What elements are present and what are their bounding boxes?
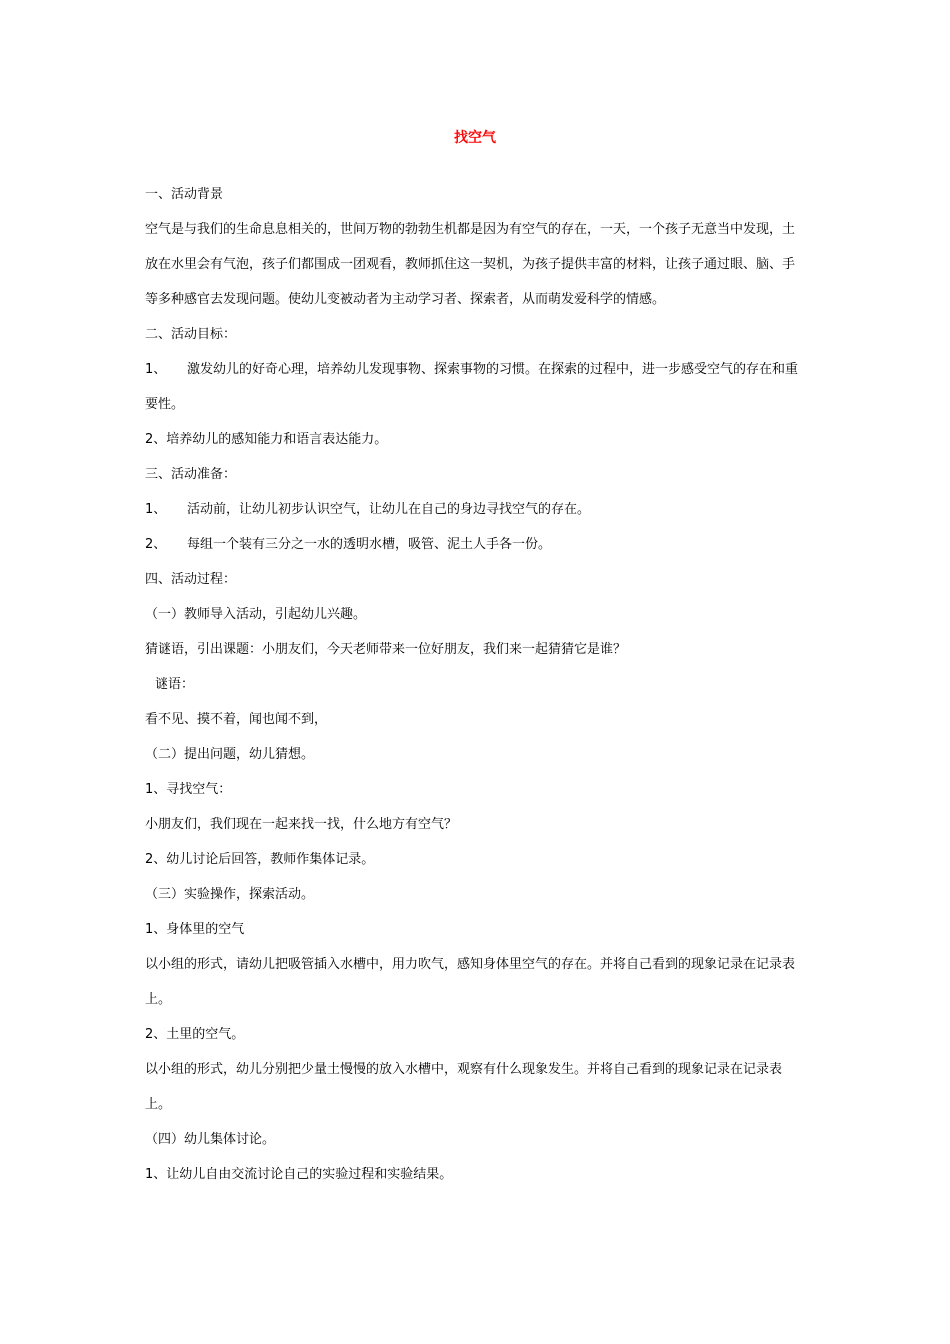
prep-item-2-number: 2、 bbox=[145, 537, 167, 552]
document-title: 找空气 bbox=[454, 130, 496, 146]
process-step-2-heading: （二）提出问题，幼儿猜想。 bbox=[145, 747, 315, 762]
soil-air-item: 2、土里的空气。 bbox=[145, 1027, 245, 1042]
heading-goals: 二、活动目标： bbox=[145, 327, 237, 342]
heading-process: 四、活动过程： bbox=[145, 572, 237, 587]
prep-item-1-number: 1、 bbox=[145, 502, 167, 517]
riddle-text: 看不见、摸不着，闻也闻不到， bbox=[145, 712, 328, 727]
paragraph-background: 空气是与我们的生命息息相关的，世间万物的勃勃生机都是因为有空气的存在，一天，一个孩子无意当中发现，土放在水里会有气泡，孩子们都围成一团观看，教师抓住这一契机，为孩子提供丰富的材料，让孩子通过眼、脑、手等多种感官去发现问题。使幼儿变被动者为主动学习者、探索者，从而萌发爱科学的情感。 bbox=[145, 222, 796, 307]
goal-item-1 bbox=[145, 352, 805, 422]
heading-preparation: 三、活动准备： bbox=[145, 467, 237, 482]
group-discussion-item: 1、让幼儿自由交流讨论自己的实验过程和实验结果。 bbox=[145, 1167, 453, 1182]
body-air-item: 1、身体里的空气 bbox=[145, 922, 245, 937]
document-body bbox=[145, 177, 805, 1192]
process-step-3-heading: （三）实验操作，探索活动。 bbox=[145, 887, 315, 902]
prep-item-2 bbox=[145, 527, 805, 562]
goal-item-2: 2、培养幼儿的感知能力和语言表达能力。 bbox=[145, 432, 388, 447]
heading-background: 一、活动背景 bbox=[145, 187, 224, 202]
body-air-description: 以小组的形式，请幼儿把吸管插入水槽中，用力吹气，感知身体里空气的存在。并将自己看到的现象记录在记录表上。 bbox=[145, 957, 796, 1007]
riddle-label: 谜语： bbox=[155, 677, 195, 692]
discussion-item: 2、幼儿讨论后回答，教师作集体记录。 bbox=[145, 852, 375, 867]
prep-item-2-text: 每组一个装有三分之一水的透明水槽，吸管、泥土人手各一份。 bbox=[187, 537, 552, 552]
process-step-1-heading: （一）教师导入活动，引起幼儿兴趣。 bbox=[145, 607, 367, 622]
soil-air-description: 以小组的形式，幼儿分别把少量土慢慢的放入水槽中，观察有什么现象发生。并将自己看到的现象记录在记录表上。 bbox=[145, 1062, 783, 1112]
goal-item-1-text: 激发幼儿的好奇心理，培养幼儿发现事物、探索事物的习惯。在探索的过程中，进一步感受空气的存在和重要性。 bbox=[145, 362, 799, 412]
find-air-item: 1、寻找空气： bbox=[145, 782, 232, 797]
process-step-4-heading: （四）幼儿集体讨论。 bbox=[145, 1132, 276, 1147]
find-air-question: 小朋友们，我们现在一起来找一找，什么地方有空气？ bbox=[145, 817, 458, 832]
prep-item-1-text: 活动前，让幼儿初步认识空气，让幼儿在自己的身边寻找空气的存在。 bbox=[187, 502, 591, 517]
prep-item-1 bbox=[145, 492, 805, 527]
riddle-intro: 猜谜语，引出课题：小朋友们，今天老师带来一位好朋友，我们来一起猜猜它是谁？ bbox=[145, 642, 627, 657]
goal-item-1-number: 1、 bbox=[145, 362, 167, 377]
